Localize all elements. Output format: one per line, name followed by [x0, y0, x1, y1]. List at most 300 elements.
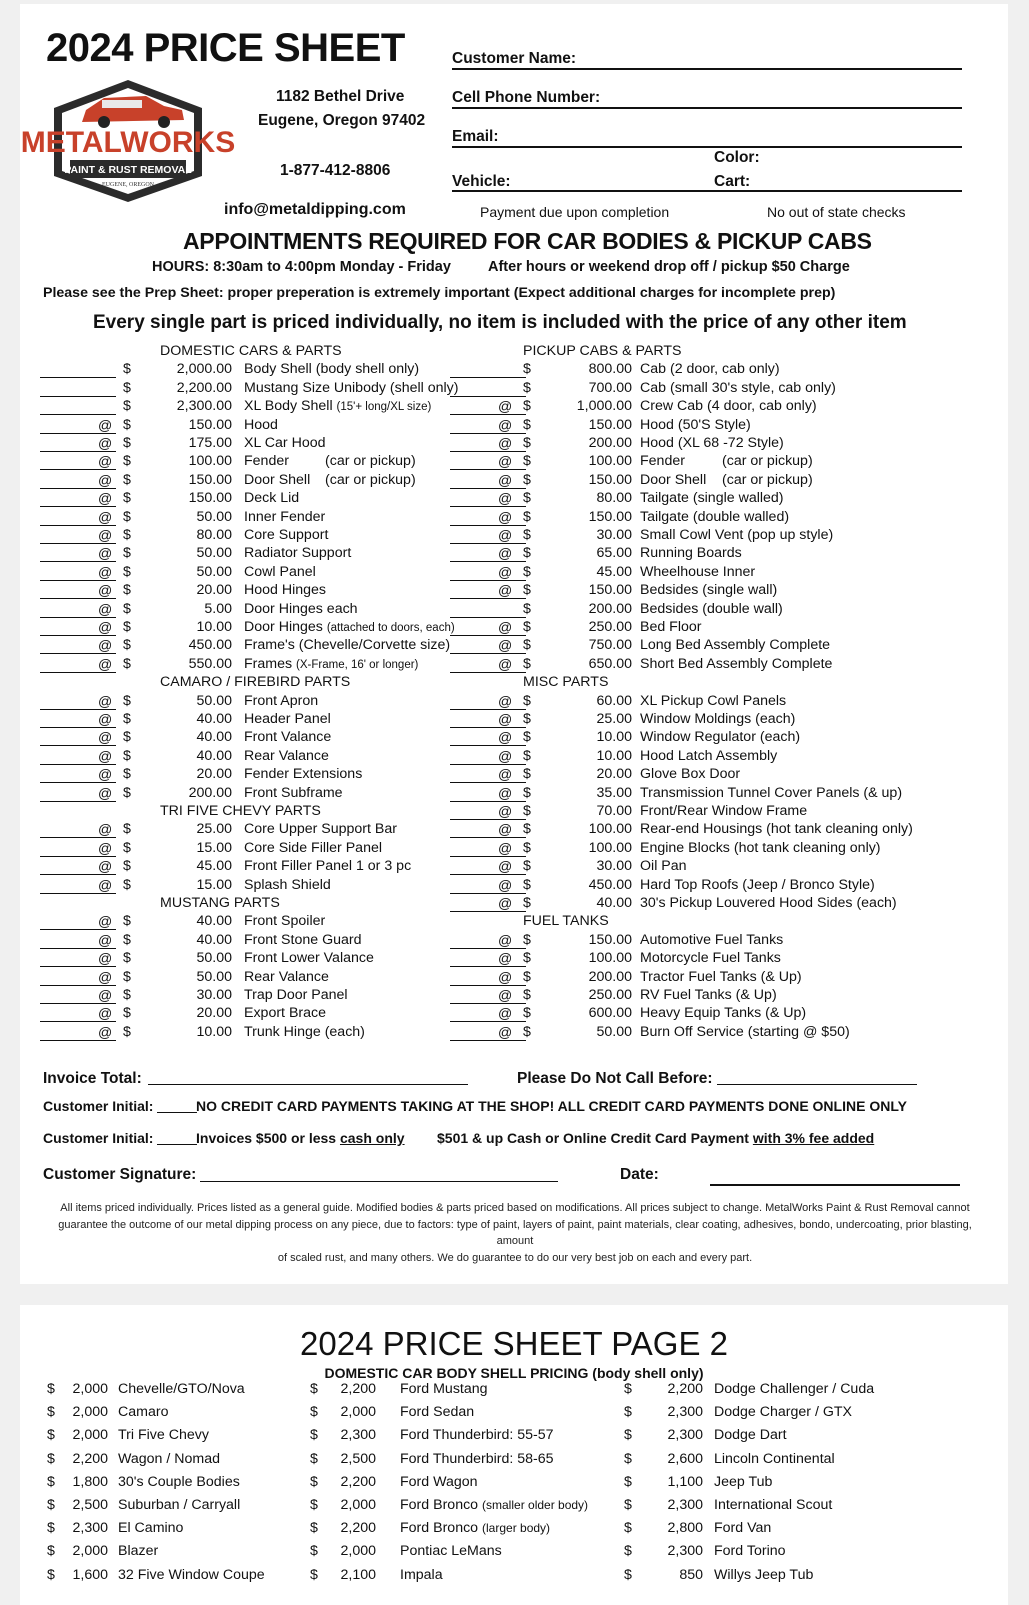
dollar-sign: $: [123, 950, 131, 967]
price-amount: 10.00: [196, 619, 232, 635]
invoice-total-field[interactable]: [148, 1084, 468, 1085]
shell-model-name: Dodge Charger / GTX: [714, 1404, 852, 1421]
price-row: [40, 1023, 460, 1042]
at-symbol: @: [498, 471, 513, 488]
price-row: [40, 416, 460, 435]
shell-price-row: [20, 1564, 1008, 1587]
dollar-sign: $: [123, 582, 131, 599]
price-row: [40, 820, 460, 839]
shell-price-amount: 2,300: [667, 1497, 703, 1513]
item-description: Mustang Size Unibody (shell only): [244, 379, 459, 396]
price-row: [450, 968, 870, 987]
shell-price-amount: 2,600: [667, 1450, 703, 1467]
item-description: Cowl Panel: [244, 563, 316, 580]
item-description: Front/Rear Window Frame: [640, 803, 808, 819]
dollar-sign: $: [123, 821, 131, 838]
color-label: Color:: [714, 149, 760, 166]
price-amount: 40.00: [196, 913, 232, 930]
section-heading: MUSTANG PARTS: [160, 895, 280, 911]
shell-price-row: [20, 1401, 1008, 1424]
item-description: Tractor Fuel Tanks (& Up): [640, 968, 802, 985]
at-symbol: @: [498, 711, 513, 727]
shell-model-name: Dodge Challenger / Cuda: [714, 1381, 875, 1397]
at-symbol: @: [498, 766, 513, 783]
price-amount: 150.00: [588, 508, 632, 525]
item-description: Wheelhouse Inner: [640, 563, 756, 580]
price-amount: 750.00: [588, 637, 632, 654]
dollar-sign: $: [123, 379, 131, 396]
price-amount: 5.00: [204, 600, 232, 617]
dollar-sign: $: [123, 711, 131, 727]
price-row: [450, 986, 870, 1005]
dollar-sign: $: [523, 379, 531, 396]
initial-2-field[interactable]: [157, 1144, 197, 1145]
shell-model-name: Tri Five Chevy: [118, 1427, 209, 1444]
item-description: Door Shell: [640, 471, 707, 488]
dollar-sign: $: [123, 1005, 131, 1022]
price-row: [450, 655, 870, 674]
price-amount: 70.00: [596, 803, 632, 819]
at-symbol: @: [98, 858, 113, 875]
shell-price-row: [20, 1378, 1008, 1401]
at-symbol: @: [98, 821, 113, 838]
price-amount: 50.00: [196, 563, 232, 580]
initial-2-text-c: $501 & up Cash or Online Credit Card Payment: [437, 1130, 753, 1146]
initial-2-text-2: [437, 1130, 874, 1146]
phone-number: 1-877-412-8806: [280, 162, 391, 179]
price-row: [40, 765, 460, 784]
price-row: [40, 986, 460, 1005]
price-row: [40, 434, 460, 453]
shell-price-amount: 2,200: [340, 1381, 376, 1397]
shell-price-amount: 2,100: [340, 1566, 376, 1583]
item-description: Front Spoiler: [244, 913, 326, 930]
page-title: 2024 PRICE SHEET: [46, 26, 405, 70]
dollar-sign: $: [523, 692, 531, 709]
price-amount: 80.00: [196, 527, 232, 543]
price-amount: 15.00: [196, 839, 232, 856]
page-2-title: 2024 PRICE SHEET PAGE 2: [300, 1325, 728, 1362]
price-row: [40, 784, 460, 803]
do-not-call-label: Please Do Not Call Before:: [517, 1070, 713, 1087]
price-amount: 50.00: [596, 1023, 632, 1040]
item-description: Running Boards: [640, 545, 742, 562]
price-amount: 80.00: [596, 490, 632, 507]
price-amount: 200.00: [588, 435, 632, 451]
dollar-sign: $: [523, 527, 531, 543]
dollar-sign: $: [47, 1404, 55, 1421]
price-row: [450, 728, 870, 747]
logo-brand-text: METALWORKS: [20, 126, 236, 159]
dollar-sign: $: [123, 876, 131, 893]
item-description: Deck Lid: [244, 490, 300, 507]
vehicle-label: Vehicle:: [452, 173, 511, 190]
at-symbol: @: [498, 508, 513, 525]
address-line-1: 1182 Bethel Drive: [276, 88, 405, 105]
at-symbol: @: [98, 508, 113, 525]
price-row: [40, 710, 460, 729]
shell-price-amount: 2,000: [72, 1404, 108, 1421]
item-description: Small Cowl Vent (pop up style): [640, 527, 834, 543]
date-label: Date:: [620, 1166, 659, 1183]
item-description: RV Fuel Tanks (& Up): [640, 987, 777, 1003]
shell-price-amount: 1,100: [667, 1473, 703, 1490]
dollar-sign: $: [123, 361, 131, 378]
at-symbol: @: [98, 950, 113, 967]
at-symbol: @: [498, 1023, 513, 1040]
price-row: [450, 581, 870, 600]
dollar-sign: $: [123, 839, 131, 856]
invoice-total-label: Invoice Total:: [43, 1070, 142, 1087]
item-description: Crew Cab (4 door, cab only): [640, 398, 817, 415]
date-field[interactable]: [710, 1184, 960, 1186]
shell-price-amount: 2,000: [72, 1543, 108, 1560]
shell-price-amount: 2,300: [340, 1427, 376, 1444]
item-description: Hood Latch Assembly: [640, 747, 778, 764]
item-description: XL Car Hood: [244, 435, 326, 451]
item-description: Front Valance: [244, 729, 332, 746]
price-amount: 250.00: [588, 619, 632, 635]
customer-name-label: Customer Name:: [452, 50, 577, 67]
shell-model-name: Ford Wagon: [400, 1473, 478, 1490]
price-row: [40, 931, 460, 950]
item-description: Engine Blocks (hot tank cleaning only): [640, 839, 881, 856]
price-row: [40, 857, 460, 876]
item-description: Core Upper Support Bar: [244, 821, 397, 838]
shell-price-amount: 2,800: [667, 1520, 703, 1537]
shell-price-amount: 2,000: [340, 1543, 376, 1560]
item-note: (car or pickup): [722, 453, 813, 470]
dollar-sign: $: [523, 858, 531, 875]
at-symbol: @: [98, 839, 113, 856]
dollar-sign: $: [624, 1404, 632, 1421]
quantity-blank[interactable]: [450, 911, 526, 912]
shell-model-name: Ford Thunderbird: 55-57: [400, 1427, 554, 1444]
item-description: Inner Fender: [244, 508, 326, 525]
item-description: Hood (50'S Style): [640, 416, 751, 433]
price-amount: 10.00: [596, 729, 632, 746]
price-row: [450, 1023, 870, 1042]
shell-price-row: [20, 1540, 1008, 1563]
disclaimer-line-3: of scaled rust, and many others. We do guarantee to do our very best job on each and every part.: [277, 1251, 753, 1264]
section-heading: TRI FIVE CHEVY PARTS: [160, 803, 321, 819]
shell-price-row: [20, 1494, 1008, 1517]
dollar-sign: $: [523, 471, 531, 488]
item-description: Door Shell: [244, 471, 311, 488]
price-amount: 650.00: [588, 655, 632, 672]
dollar-sign: $: [310, 1381, 318, 1397]
item-description: Rear Valance: [244, 747, 329, 764]
price-amount: 100.00: [588, 821, 632, 838]
at-symbol: @: [498, 490, 513, 507]
at-symbol: @: [98, 766, 113, 783]
dollar-sign: $: [310, 1427, 318, 1444]
item-description: Bed Floor: [640, 619, 702, 635]
initial-1-label: Customer Initial:: [43, 1098, 154, 1114]
shell-model-name: Impala: [400, 1566, 443, 1583]
dollar-sign: $: [47, 1427, 55, 1444]
dollar-sign: $: [523, 582, 531, 599]
item-description: Core Support: [244, 527, 329, 543]
at-symbol: @: [98, 784, 113, 801]
item-description: Short Bed Assembly Complete: [640, 655, 833, 672]
at-symbol: @: [98, 968, 113, 985]
dollar-sign: $: [47, 1381, 55, 1397]
initial-1-field[interactable]: [157, 1112, 197, 1113]
price-amount: 40.00: [196, 931, 232, 948]
item-description: 30's Pickup Louvered Hood Sides (each): [640, 895, 897, 911]
individual-pricing-notice: Every single part is priced individually, no item is included with the price of any other item: [93, 312, 907, 333]
item-description: Automotive Fuel Tanks: [640, 931, 784, 948]
dollar-sign: $: [123, 471, 131, 488]
at-symbol: @: [498, 987, 513, 1003]
dollar-sign: $: [523, 931, 531, 948]
do-not-call-field[interactable]: [717, 1084, 917, 1085]
dollar-sign: $: [523, 895, 531, 911]
dollar-sign: $: [523, 968, 531, 985]
initial-2-cash-only: cash only: [339, 1130, 405, 1146]
item-note: (car or pickup): [722, 471, 813, 488]
dollar-sign: $: [523, 545, 531, 562]
dollar-sign: $: [523, 600, 531, 617]
dollar-sign: $: [523, 453, 531, 470]
price-row: [40, 968, 460, 987]
item-description: Rear Valance: [244, 968, 329, 985]
price-amount: 40.00: [196, 711, 232, 727]
at-symbol: @: [98, 747, 113, 764]
price-row: [40, 508, 460, 527]
price-row: [40, 655, 460, 674]
dollar-sign: $: [123, 931, 131, 948]
dollar-sign: $: [523, 563, 531, 580]
shell-price-amount: 850: [679, 1566, 703, 1583]
price-amount: 2,200.00: [176, 379, 232, 396]
dollar-sign: $: [123, 490, 131, 507]
price-amount: 150.00: [188, 416, 232, 433]
at-symbol: @: [498, 931, 513, 948]
at-symbol: @: [498, 692, 513, 709]
item-description: Fender: [244, 453, 289, 470]
shell-model-name: Suburban / Carryall: [118, 1497, 241, 1513]
dollar-sign: $: [123, 563, 131, 580]
dollar-sign: $: [310, 1404, 318, 1421]
price-row: [450, 416, 870, 435]
price-amount: 15.00: [196, 876, 232, 893]
shell-model-name: Dodge Dart: [714, 1427, 787, 1444]
price-row: [40, 839, 460, 858]
dollar-sign: $: [47, 1497, 55, 1513]
price-amount: 25.00: [196, 821, 232, 838]
at-symbol: @: [98, 729, 113, 746]
metalworks-logo: [20, 76, 236, 204]
item-description: Hard Top Roofs (Jeep / Bronco Style): [640, 876, 875, 893]
price-row: [40, 471, 460, 490]
price-row: [450, 526, 870, 545]
price-amount: 10.00: [596, 747, 632, 764]
email-label: Email:: [452, 128, 499, 145]
price-row: [40, 397, 460, 416]
item-description: Bedsides (single wall): [640, 582, 778, 599]
price-row: [40, 876, 460, 895]
logo-tagline-text: PAINT & RUST REMOVAL: [64, 164, 192, 176]
shell-price-row: [20, 1517, 1008, 1540]
dollar-sign: $: [123, 637, 131, 654]
shell-price-amount: 2,200: [340, 1520, 376, 1537]
shell-model-name: Ford Torino: [714, 1543, 786, 1560]
dollar-sign: $: [123, 600, 131, 617]
price-amount: 25.00: [596, 711, 632, 727]
price-amount: 60.00: [596, 692, 632, 709]
price-amount: 200.00: [588, 968, 632, 985]
price-row: [40, 452, 460, 471]
dollar-sign: $: [123, 913, 131, 930]
price-row: [450, 1004, 870, 1023]
dollar-sign: $: [47, 1450, 55, 1467]
dollar-sign: $: [624, 1381, 632, 1397]
item-description: XL Pickup Cowl Panels: [640, 692, 787, 709]
at-symbol: @: [98, 416, 113, 433]
dollar-sign: $: [123, 766, 131, 783]
price-row: [450, 434, 870, 453]
price-amount: 100.00: [588, 950, 632, 967]
dollar-sign: $: [523, 361, 531, 378]
shell-model-name: Camaro: [118, 1404, 169, 1421]
initial-2-fee: with 3% fee added: [752, 1130, 875, 1146]
dollar-sign: $: [523, 490, 531, 507]
price-row: [450, 949, 870, 968]
quantity-blank[interactable]: [450, 672, 526, 673]
dollar-sign: $: [47, 1566, 55, 1583]
dollar-sign: $: [523, 1005, 531, 1022]
shell-model-name: International Scout: [714, 1497, 833, 1513]
item-description: Front Lower Valance: [244, 950, 374, 967]
cell-phone-field[interactable]: [452, 107, 962, 109]
shell-model-name: Ford Mustang: [400, 1381, 488, 1397]
price-row: [450, 765, 870, 784]
vehicle-field[interactable]: [452, 190, 962, 192]
dollar-sign: $: [523, 803, 531, 819]
dollar-sign: $: [123, 435, 131, 451]
signature-field[interactable]: [200, 1181, 558, 1182]
at-symbol: @: [98, 435, 113, 451]
cart-label: Cart:: [714, 173, 751, 190]
price-row: [450, 931, 870, 950]
at-symbol: @: [498, 582, 513, 599]
price-amount: 50.00: [196, 950, 232, 967]
price-row: [450, 397, 870, 416]
dollar-sign: $: [310, 1543, 318, 1560]
dollar-sign: $: [624, 1566, 632, 1583]
price-row: [450, 600, 870, 619]
item-description: Cab (2 door, cab only): [640, 361, 780, 378]
item-description: Glove Box Door: [640, 766, 741, 783]
quantity-blank[interactable]: [450, 1040, 526, 1041]
dollar-sign: $: [123, 508, 131, 525]
at-symbol: @: [498, 655, 513, 672]
at-symbol: @: [498, 803, 513, 819]
dollar-sign: $: [624, 1543, 632, 1560]
dollar-sign: $: [523, 398, 531, 415]
cell-phone-label: Cell Phone Number:: [452, 89, 601, 106]
at-symbol: @: [498, 637, 513, 654]
at-symbol: @: [498, 398, 513, 415]
price-row: [40, 949, 460, 968]
price-amount: 50.00: [196, 508, 232, 525]
price-amount: 2,300.00: [176, 398, 232, 415]
dollar-sign: $: [523, 766, 531, 783]
item-description: Splash Shield: [244, 876, 331, 893]
item-description: Core Side Filler Panel: [244, 839, 382, 856]
price-row: [450, 360, 870, 379]
price-amount: 150.00: [588, 471, 632, 488]
item-description: Frames (X-Frame, 16' or longer): [244, 655, 419, 672]
customer-name-field[interactable]: [452, 68, 962, 70]
dollar-sign: $: [523, 784, 531, 801]
price-amount: 200.00: [588, 600, 632, 617]
shell-model-name: Ford Bronco (smaller older body): [400, 1497, 589, 1513]
item-description: XL Body Shell (15'+ long/XL size): [244, 398, 432, 415]
disclaimer: [40, 1200, 990, 1266]
price-row: [40, 747, 460, 766]
price-row: [450, 894, 897, 913]
at-symbol: @: [498, 895, 513, 911]
price-row: [40, 526, 460, 545]
dollar-sign: $: [123, 655, 131, 672]
item-description: Motorcycle Fuel Tanks: [640, 950, 781, 967]
item-description: Header Panel: [244, 711, 331, 727]
at-symbol: @: [98, 711, 113, 727]
price-row: [450, 876, 875, 895]
at-symbol: @: [498, 619, 513, 635]
email-field[interactable]: [452, 146, 962, 148]
price-amount: 65.00: [596, 545, 632, 562]
price-amount: 20.00: [196, 1005, 232, 1022]
shell-model-name: Ford Van: [714, 1520, 772, 1537]
item-description: Cab (small 30's style, cab only): [640, 379, 836, 396]
dollar-sign: $: [123, 619, 131, 635]
dollar-sign: $: [310, 1450, 318, 1467]
price-row: [450, 857, 870, 876]
at-symbol: @: [98, 600, 113, 617]
price-row: [450, 544, 870, 563]
at-symbol: @: [98, 637, 113, 654]
shell-model-name: Pontiac LeMans: [400, 1543, 502, 1560]
item-description: Hood Hinges: [244, 582, 327, 599]
price-amount: 150.00: [588, 582, 632, 599]
item-description: Hood: [244, 416, 278, 433]
checks-note: No out of state checks: [767, 204, 906, 220]
email-address: info@metaldipping.com: [224, 201, 406, 218]
at-symbol: @: [98, 1005, 113, 1022]
at-symbol: @: [498, 453, 513, 470]
price-amount: 100.00: [588, 839, 632, 856]
shell-model-name: 32 Five Window Coupe: [118, 1566, 265, 1583]
price-amount: 40.00: [196, 747, 232, 764]
at-symbol: @: [498, 876, 513, 893]
dollar-sign: $: [523, 876, 531, 893]
dollar-sign: $: [523, 729, 531, 746]
price-amount: 50.00: [196, 692, 232, 709]
shell-model-name: Willys Jeep Tub: [714, 1566, 814, 1583]
at-symbol: @: [498, 784, 513, 801]
payment-note: Payment due upon completion: [480, 204, 670, 220]
price-amount: 150.00: [588, 416, 632, 433]
price-amount: 800.00: [588, 361, 632, 378]
shell-price-amount: 2,000: [340, 1497, 376, 1513]
dollar-sign: $: [47, 1520, 55, 1537]
shell-price-row: [20, 1471, 1008, 1494]
price-amount: 600.00: [588, 1005, 632, 1022]
